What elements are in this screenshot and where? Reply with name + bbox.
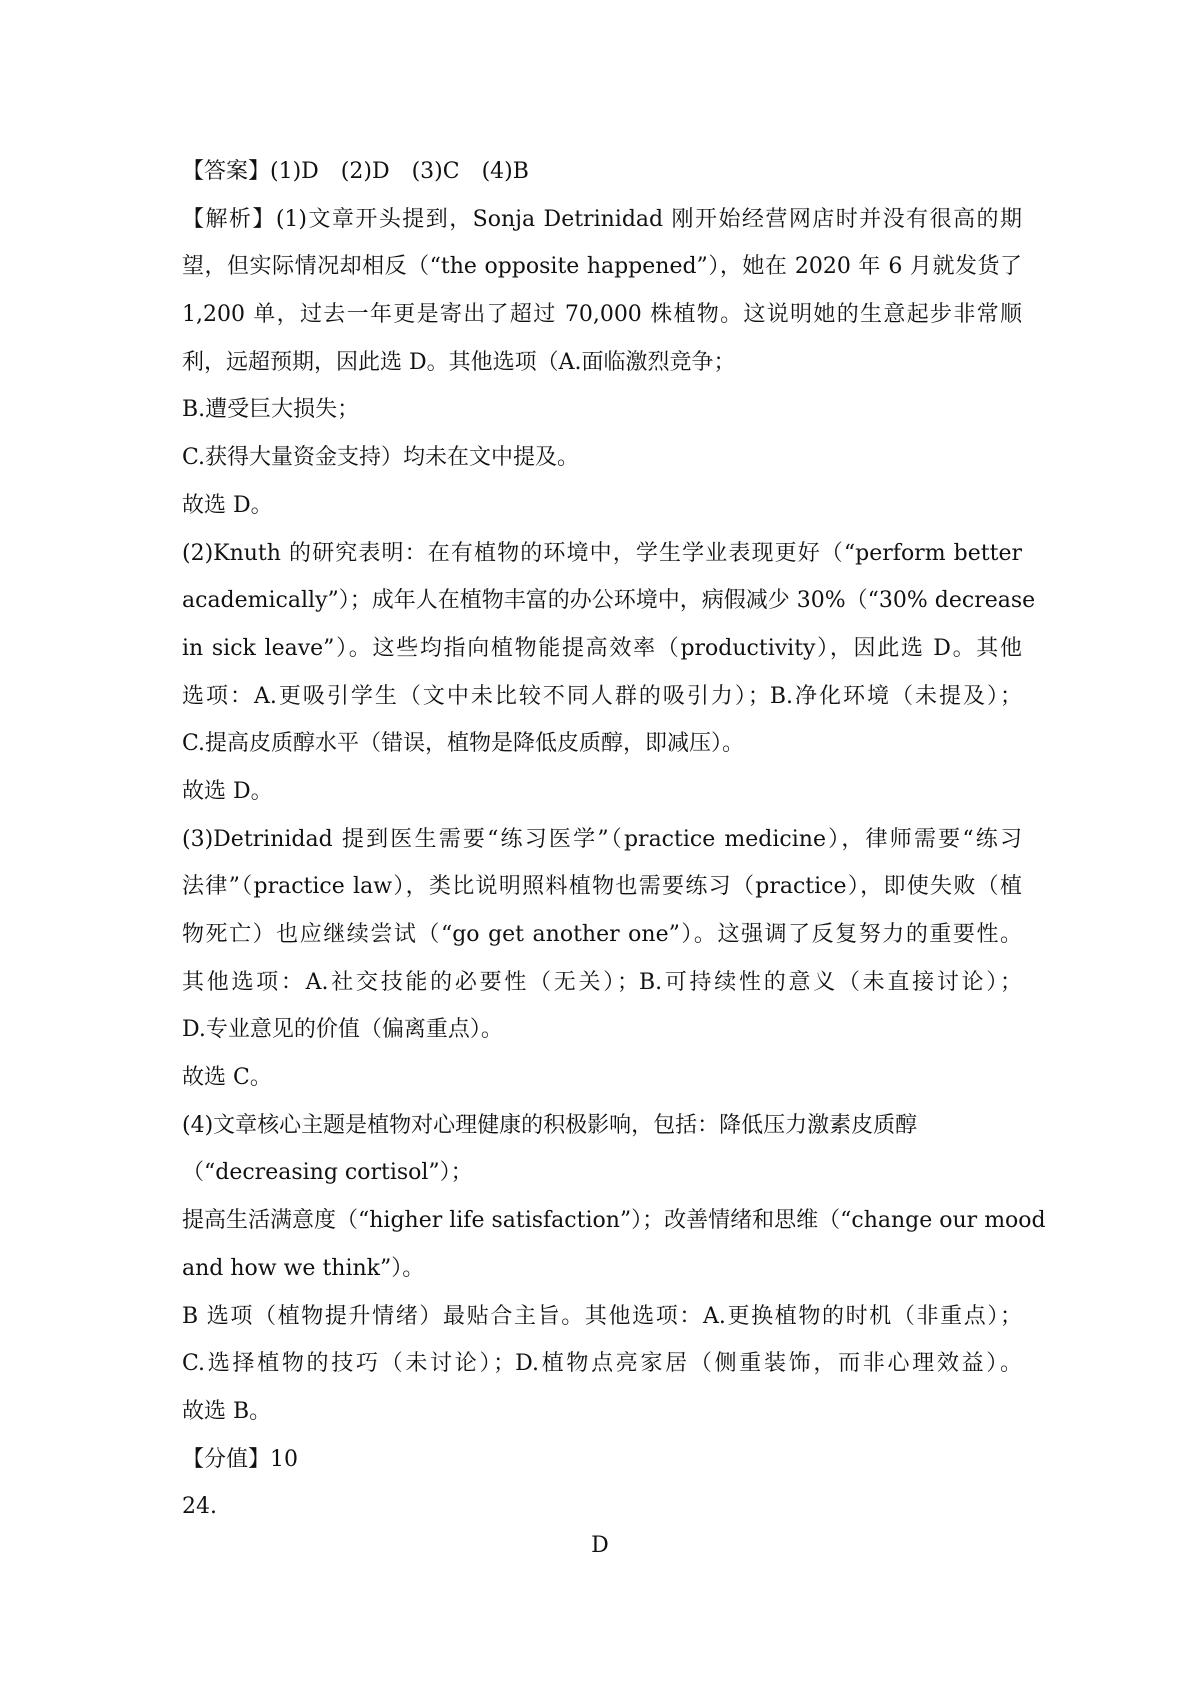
explanation-line: 利，远超预期，因此选 D。其他选项（A.面临激烈竞争； bbox=[182, 349, 736, 375]
explanation-line: academically”）；成年人在植物丰富的办公环境中，病假减少 30%（“30% decrease bbox=[182, 588, 1036, 614]
answer-explanation-block bbox=[182, 148, 1046, 1531]
explanation-line: in sick leave”）。这些均指向植物能提高效率（productivity），因此选 D。其他 bbox=[182, 635, 1022, 661]
explanation-line: 提高生活满意度（“higher life satisfaction”）；改善情绪和思维（“change our mood bbox=[182, 1208, 1046, 1234]
explanation-line: C.提高皮质醇水平（错误，植物是降低皮质醇，即减压）。 bbox=[182, 731, 745, 757]
explanation-line: (4)文章核心主题是植物对心理健康的积极影响，包括：降低压力激素皮质醇 bbox=[182, 1112, 918, 1138]
explanation-line: and how we think”）。 bbox=[182, 1255, 425, 1281]
explanation-line: 法律”（practice law），类比说明照料植物也需要练习（practice），即使失败（植 bbox=[182, 874, 1022, 900]
explanation-line: 故选 C。 bbox=[182, 1065, 272, 1091]
section-heading: D bbox=[591, 1533, 609, 1558]
question-number: 24. bbox=[182, 1494, 217, 1520]
explanation-line: 故选 D。 bbox=[182, 492, 273, 518]
explanation-line: 故选 D。 bbox=[182, 778, 273, 804]
explanation-line: 故选 B。 bbox=[182, 1398, 272, 1424]
explanation-line: （“decreasing cortisol”）； bbox=[182, 1160, 473, 1186]
explanation-line: 其他选项：A.社交技能的必要性（无关）；B.可持续性的意义（未直接讨论）； bbox=[182, 969, 1022, 995]
explanation-line: C.选择植物的技巧（未讨论）；D.植物点亮家居（侧重装饰，而非心理效益）。 bbox=[182, 1351, 1022, 1377]
answer-line: 【答案】(1)D (2)D (3)C (4)B bbox=[182, 159, 529, 184]
explanation-line: C.获得大量资金支持）均未在文中提及。 bbox=[182, 445, 580, 471]
explanation-line: (2)Knuth 的研究表明：在有植物的环境中，学生学业表现更好（“perform better bbox=[182, 540, 1022, 566]
explanation-line: 物死亡）也应继续尝试（“go get another one”）。这强调了反复努力的重要性。 bbox=[182, 922, 1022, 947]
explanation-line: 【解析】(1)文章开头提到，Sonja Detrinidad 刚开始经营网店时并没有很高的期 bbox=[182, 206, 1022, 232]
explanation-line: B 选项（植物提升情绪）最贴合主旨。其他选项：A.更换植物的时机（非重点）； bbox=[182, 1303, 1022, 1329]
explanation-line: 1,200 单，过去一年更是寄出了超过 70,000 株植物。这说明她的生意起步非常顺 bbox=[182, 302, 1022, 328]
explanation-line: 望，但实际情况却相反（“the opposite happened”），她在 2020 年 6 月就发货了 bbox=[182, 254, 1022, 280]
explanation-line: B.遭受巨大损失； bbox=[182, 397, 360, 423]
score-line: 【分值】10 bbox=[182, 1446, 298, 1472]
explanation-line: (3)Detrinidad 提到医生需要“练习医学”（practice medicine），律师需要“练习 bbox=[182, 826, 1022, 852]
explanation-line: D.专业意见的价值（偏离重点）。 bbox=[182, 1017, 503, 1043]
explanation-line: 选项：A.更吸引学生（文中未比较不同人群的吸引力）；B.净化环境（未提及）； bbox=[182, 683, 1022, 709]
